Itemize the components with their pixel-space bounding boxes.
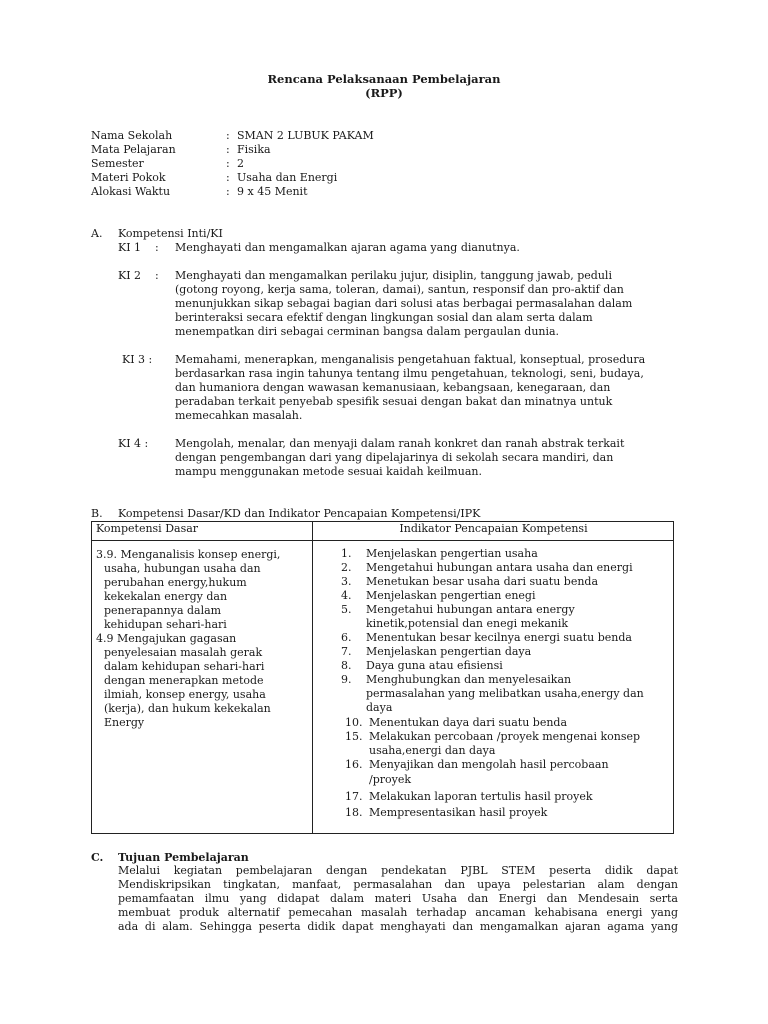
table-divider [91, 540, 674, 541]
indicator-text: Menjelaskan pengertian usaha [366, 547, 538, 560]
kd-line: Energy [104, 716, 145, 729]
ki-text: dengan pengembangan dari yang dipelajarinya di sekolah secara mandiri, dan [175, 451, 614, 464]
section-b-heading: Kompetensi Dasar/KD dan Indikator Pencapaian Kompetensi/IPK [118, 507, 481, 520]
identity-label: Materi Pokok [91, 171, 166, 184]
indicator-text: Menetukan besar usaha dari suatu benda [366, 575, 599, 588]
kd-line: 3.9. Menganalisis konsep energi, [96, 548, 281, 561]
indicator-number: 2. [341, 561, 352, 574]
table-header-ipk: Indikator Pencapaian Kompetensi [399, 522, 588, 535]
paragraph-line: ada di alam. Sehingga peserta didik dapat menghayati dan mengamalkan ajaran agama yang [118, 920, 678, 933]
ki-text: menempatkan diri sebagai cerminan bangsa dalam pergaulan dunia. [175, 325, 560, 338]
ki-sep: : [155, 269, 159, 282]
indicator-text: Menentukan besar kecilnya energi suatu benda [366, 631, 632, 644]
identity-sep: : [226, 143, 230, 156]
ki-text: Menghayati dan mengamalkan perilaku jujur, disiplin, tanggung jawab, peduli [175, 269, 612, 282]
ki-text: berdasarkan rasa ingin tahunya tentang ilmu pengetahuan, teknologi, seni, budaya, [175, 367, 644, 380]
indicator-text: Menentukan daya dari suatu benda [369, 716, 568, 729]
indicator-number: 9. [341, 673, 352, 686]
ki-text: menunjukkan sikap sebagai bagian dari solusi atas berbagai permasalahan dalam [175, 297, 633, 310]
section-c-heading: Tujuan Pembelajaran [118, 851, 249, 864]
identity-sep: : [226, 185, 230, 198]
kd-line: dalam kehidupan sehari-hari [104, 660, 265, 673]
ki-text: memecahkan masalah. [175, 409, 303, 422]
indicator-text: Mengetahui hubungan antara usaha dan energi [366, 561, 633, 574]
indicator-number: 1. [341, 547, 352, 560]
kd-line: 4.9 Mengajukan gagasan [96, 632, 237, 645]
indicator-number: 4. [341, 589, 352, 602]
indicator-number: 17. [345, 790, 363, 803]
indicator-number: 18. [345, 806, 363, 819]
identity-label: Nama Sekolah [91, 129, 173, 142]
paragraph-line: membuat produk alternatif pemecahan masalah terhadap ancaman kehabisana energi yang [118, 906, 678, 919]
ki-label: KI 1 [118, 241, 142, 254]
ki-text: berinteraksi secara efektif dengan lingkungan sosial dan alam serta dalam [175, 311, 593, 324]
indicator-number: 16. [345, 758, 363, 771]
indicator-text: daya [366, 701, 393, 714]
paragraph-line: Mendiskripsikan tingkatan, manfaat, permasalahan dan upaya pelestarian alam dengan [118, 878, 678, 891]
indicator-text: Menjelaskan pengertian daya [366, 645, 532, 658]
indicator-text: permasalahan yang melibatkan usaha,energy dan [366, 687, 644, 700]
indicator-number: 6. [341, 631, 352, 644]
identity-sep: : [226, 129, 230, 142]
indicator-text: Menjelaskan pengertian enegi [366, 589, 536, 602]
indicator-number: 3. [341, 575, 352, 588]
kd-line: perubahan energy,hukum [104, 576, 247, 589]
indicator-text: Daya guna atau efisiensi [366, 659, 503, 672]
document-subtitle: (RPP) [365, 86, 403, 100]
kd-line: penerapannya dalam [104, 604, 222, 617]
paragraph-line: pemamfaatan ilmu yang didapat dalam materi Usaha dan Energi dan Mendesain serta [118, 892, 678, 905]
identity-value: Usaha dan Energi [237, 171, 338, 184]
table-header-kd: Kompetensi Dasar [96, 522, 199, 535]
identity-label: Semester [91, 157, 144, 170]
section-c-letter: C. [91, 851, 104, 864]
document-title: Rencana Pelaksanaan Pembelajaran [267, 72, 501, 86]
ki-text: mampu menggunakan metode sesuai kaidah keilmuan. [175, 465, 482, 478]
indicator-number: 5. [341, 603, 352, 616]
ki-text: (gotong royong, kerja sama, toleran, damai), santun, responsif dan pro-aktif dan [175, 283, 624, 296]
ki-text: peradaban terkait penyebab spesifik sesuai dengan bakat dan minatnya untuk [175, 395, 613, 408]
kd-line: usaha, hubungan usaha dan [104, 562, 261, 575]
ki-label: KI 2 [118, 269, 142, 282]
ki-text: dan humaniora dengan wawasan kemanusiaan, kebangsaan, kenegaraan, dan [175, 381, 611, 394]
kd-line: kekekalan energy dan [104, 590, 228, 603]
identity-sep: : [226, 171, 230, 184]
indicator-number: 10. [345, 716, 363, 729]
indicator-text: Menyajikan dan mengolah hasil percobaan [369, 758, 609, 771]
identity-label: Alokasi Waktu [91, 185, 171, 198]
indicator-text: Mempresentasikan hasil proyek [369, 806, 548, 819]
identity-value: Fisika [237, 143, 271, 156]
indicator-text: /proyek [369, 773, 412, 786]
kd-line: dengan menerapkan metode [104, 674, 264, 687]
table-divider [312, 521, 313, 834]
identity-sep: : [226, 157, 230, 170]
indicator-text: usaha,energi dan daya [369, 744, 496, 757]
indicator-number: 8. [341, 659, 352, 672]
kd-line: (kerja), dan hukum kekekalan [104, 702, 271, 715]
identity-value: 2 [237, 157, 244, 170]
ki-text: Memahami, menerapkan, menganalisis pengetahuan faktual, konseptual, prosedura [175, 353, 646, 366]
indicator-text: kinetik,potensial dan enegi mekanik [366, 617, 569, 630]
ki-text: Menghayati dan mengamalkan ajaran agama yang dianutnya. [175, 241, 520, 254]
identity-value: SMAN 2 LUBUK PAKAM [237, 129, 374, 142]
kd-line: kehidupan sehari-hari [104, 618, 227, 631]
kd-line: ilmiah, konsep energy, usaha [104, 688, 266, 701]
ki-text: Mengolah, menalar, dan menyaji dalam ranah konkret dan ranah abstrak terkait [175, 437, 625, 450]
section-b-letter: B. [91, 507, 103, 520]
section-a-letter: A. [91, 227, 103, 240]
indicator-text: Melakukan percobaan /proyek mengenai konsep [369, 730, 641, 743]
paragraph-line: Melalui kegiatan pembelajaran dengan pendekatan PJBL STEM peserta didik dapat [118, 864, 678, 877]
section-a-heading: Kompetensi Inti/KI [118, 227, 223, 240]
indicator-number: 15. [345, 730, 363, 743]
indicator-text: Mengetahui hubungan antara energy [366, 603, 575, 616]
kd-line: penyelesaian masalah gerak [104, 646, 263, 659]
indicator-number: 7. [341, 645, 352, 658]
ki-label: KI 4 : [118, 437, 149, 450]
ki-label: KI 3 : [122, 353, 153, 366]
identity-value: 9 x 45 Menit [237, 185, 308, 198]
ki-sep: : [155, 241, 159, 254]
indicator-text: Melakukan laporan tertulis hasil proyek [369, 790, 593, 803]
identity-label: Mata Pelajaran [91, 143, 176, 156]
indicator-text: Menghubungkan dan menyelesaikan [366, 673, 572, 686]
